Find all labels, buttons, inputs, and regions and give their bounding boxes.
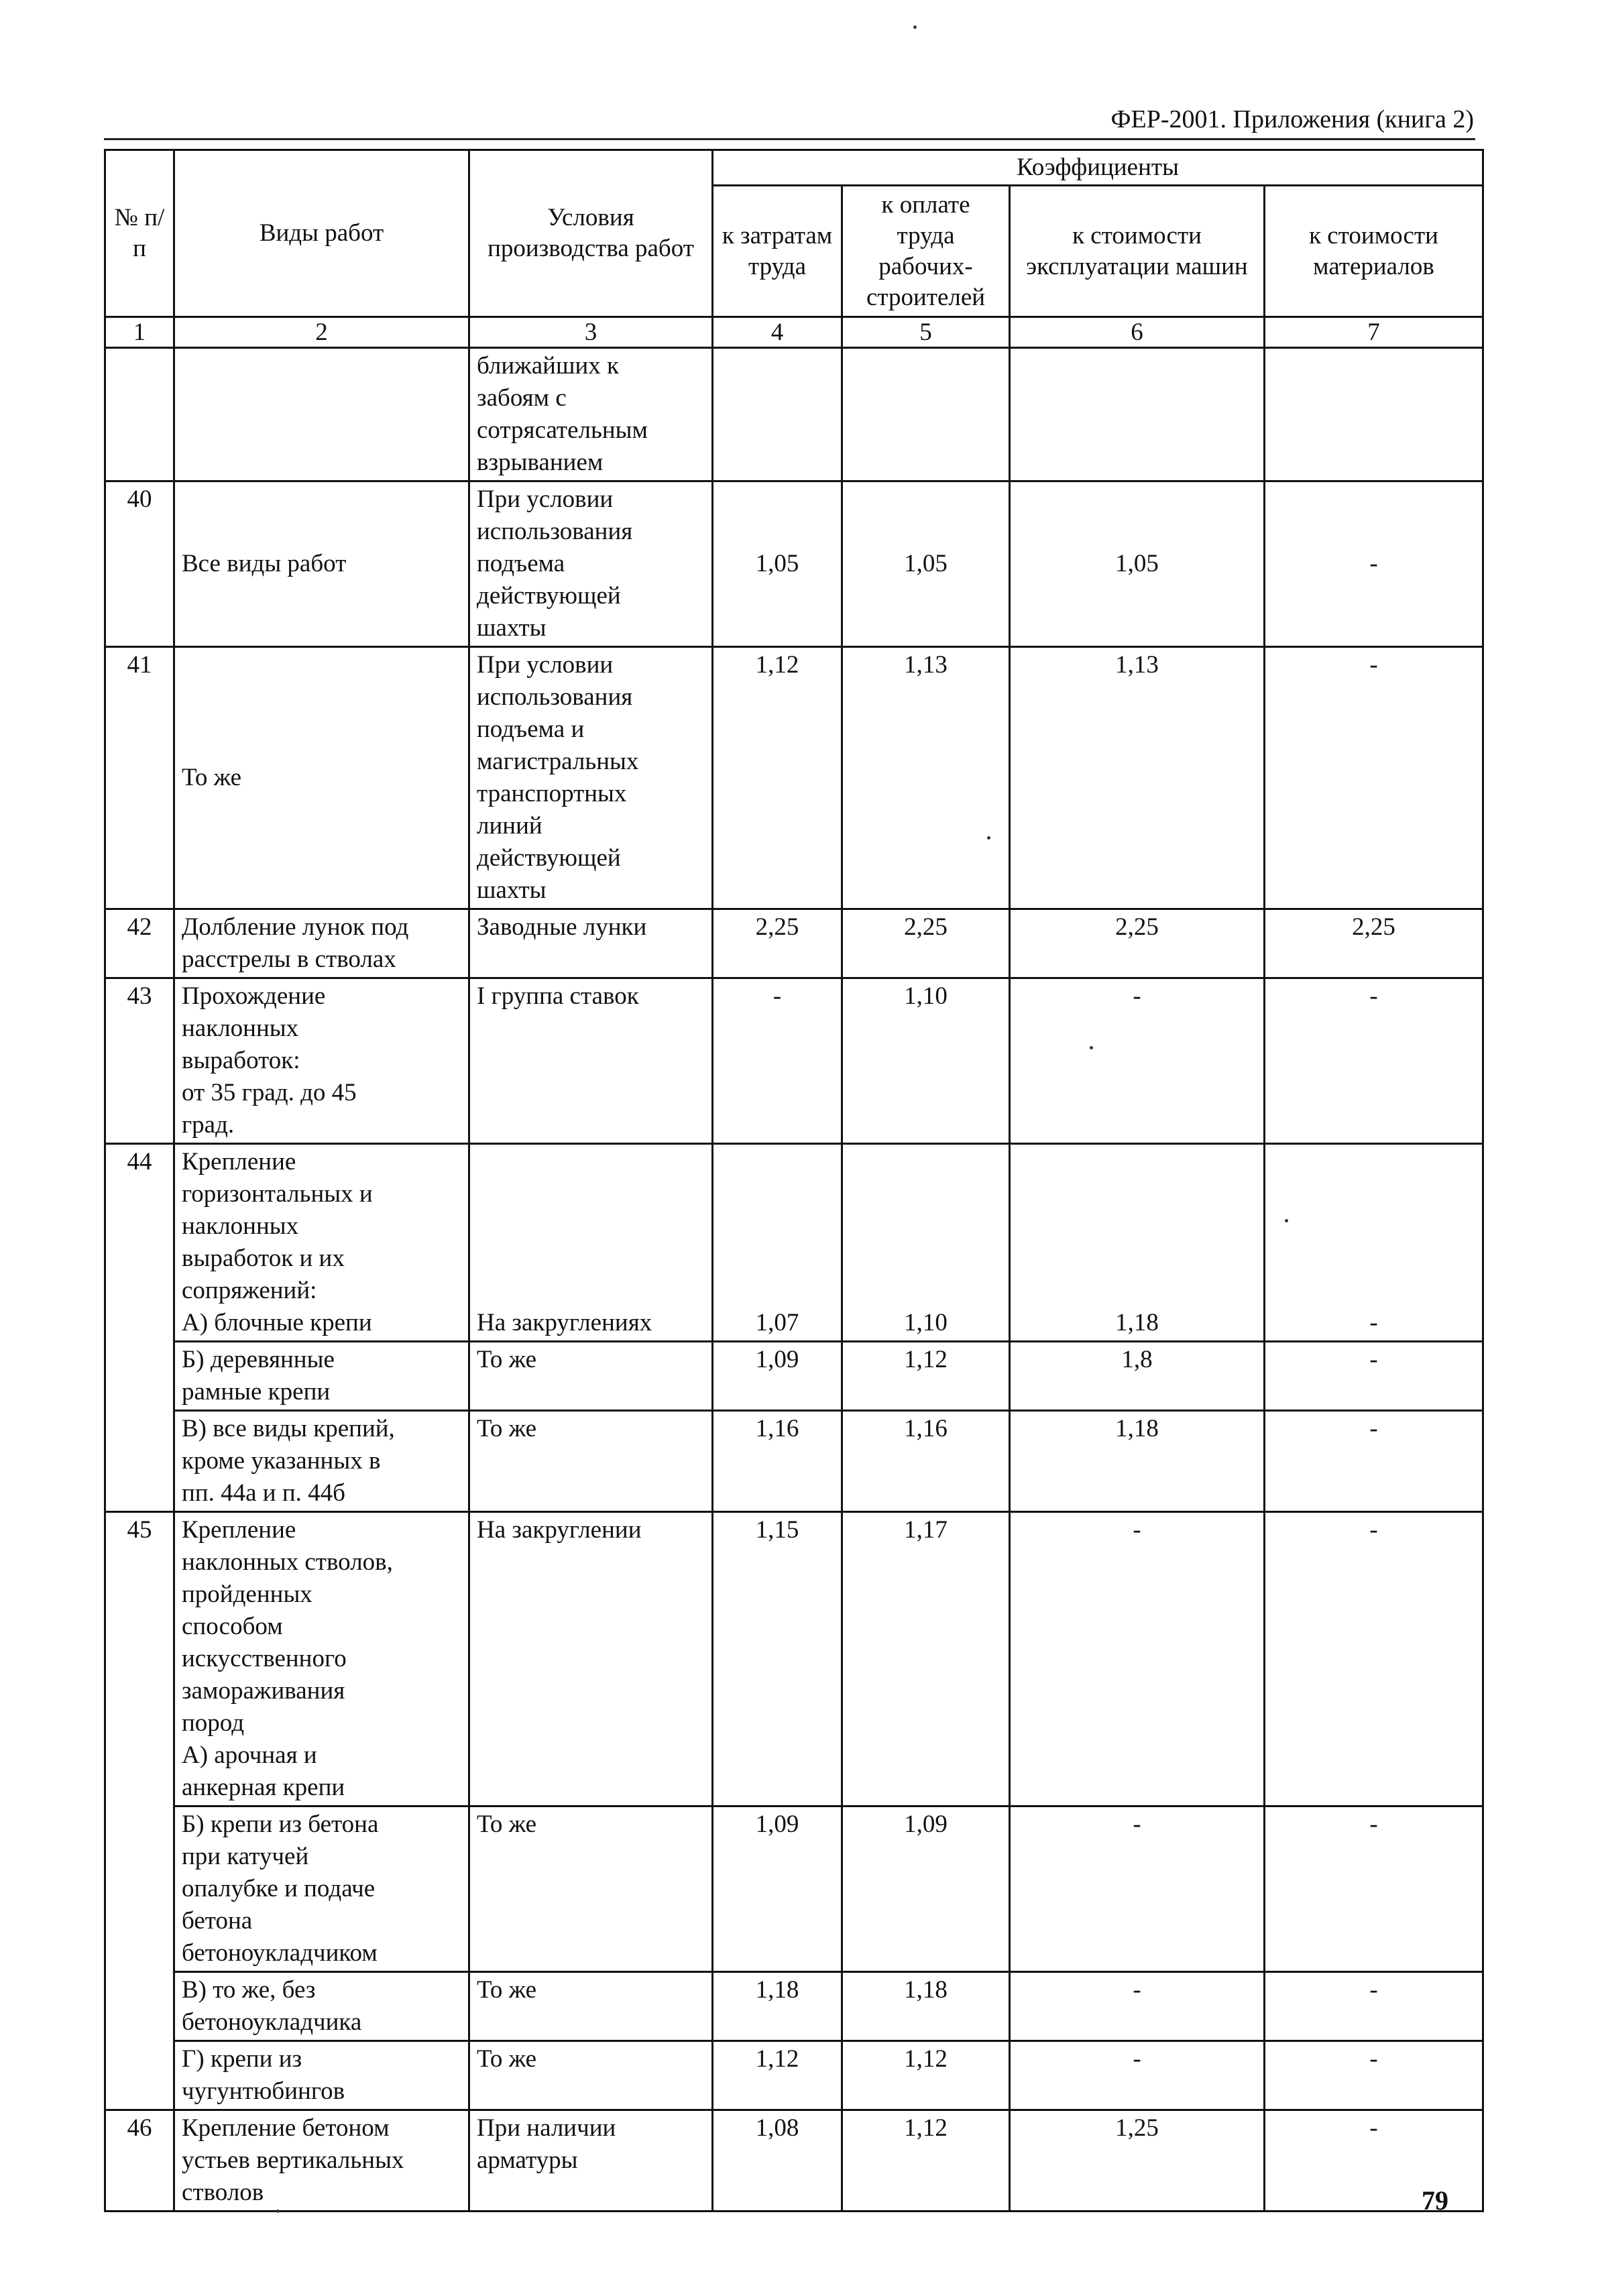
coef-pay: 1,05 bbox=[842, 481, 1010, 647]
coef-materials: - bbox=[1265, 1806, 1483, 1972]
coef-labor: 2,25 bbox=[713, 909, 842, 978]
conditions: На закруглениях bbox=[469, 1144, 713, 1342]
coef-pay: 1,10 bbox=[842, 1144, 1010, 1342]
coef-machines: 1,13 bbox=[1010, 647, 1265, 909]
col-number: 6 bbox=[1010, 317, 1265, 348]
coef-pay: 1,12 bbox=[842, 2110, 1010, 2212]
header-num: № п/п bbox=[105, 150, 174, 317]
header-worker-pay: к оплате труда рабочих- строителей bbox=[842, 186, 1010, 317]
scan-speck bbox=[1090, 1046, 1093, 1049]
conditions: I группа ставок bbox=[469, 978, 713, 1144]
coef-machines: 2,25 bbox=[1010, 909, 1265, 978]
conditions: Заводные лунки bbox=[469, 909, 713, 978]
col-number: 2 bbox=[174, 317, 469, 348]
coef-materials: - bbox=[1265, 2041, 1483, 2110]
coef-labor: - bbox=[713, 978, 842, 1144]
coef-labor: 1,05 bbox=[713, 481, 842, 647]
coef-labor: 1,08 bbox=[713, 2110, 842, 2212]
work-type: Крепление горизонтальных и наклонных выработок и их сопряжений: А) блочные крепи bbox=[174, 1144, 469, 1342]
coef-labor: 1,09 bbox=[713, 1342, 842, 1411]
coef-pay: 1,13 bbox=[842, 647, 1010, 909]
conditions: То же bbox=[469, 1411, 713, 1512]
header-coefficients: Коэффициенты bbox=[713, 150, 1483, 186]
header-material-cost: к стоимости материалов bbox=[1265, 186, 1483, 317]
coef-materials: - bbox=[1265, 1411, 1483, 1512]
coef-labor: 1,09 bbox=[713, 1806, 842, 1972]
col-number: 7 bbox=[1265, 317, 1483, 348]
work-type: Крепление наклонных стволов, пройденных способом искусственного замораживания пород А) арочная и анкерная крепи bbox=[174, 1512, 469, 1806]
coef-materials: - bbox=[1265, 481, 1483, 647]
conditions: То же bbox=[469, 2041, 713, 2110]
coef-pay: 1,18 bbox=[842, 1972, 1010, 2041]
coef-machines: - bbox=[1010, 1806, 1265, 1972]
coefficients-table bbox=[104, 149, 1484, 2212]
coef-labor: 1,16 bbox=[713, 1411, 842, 1512]
conditions: То же bbox=[469, 1806, 713, 1972]
row-number: 41 bbox=[105, 647, 174, 909]
coef-machines: - bbox=[1010, 2041, 1265, 2110]
coef-machines: 1,8 bbox=[1010, 1342, 1265, 1411]
row-number: 46 bbox=[105, 2110, 174, 2212]
work-type: Крепление бетоном устьев вертикальных стволов bbox=[174, 2110, 469, 2212]
table-row bbox=[105, 1512, 1483, 1806]
header-work-type: Виды работ bbox=[174, 150, 469, 317]
conditions: То же bbox=[469, 1342, 713, 1411]
coef-pay: 1,09 bbox=[842, 1806, 1010, 1972]
row-number: 45 bbox=[105, 1512, 174, 2110]
work-type: То же bbox=[174, 647, 469, 909]
work-type: Б) крепи из бетона при катучей опалубке и подаче бетона бетоноукладчиком bbox=[174, 1806, 469, 1972]
row-number: 40 bbox=[105, 481, 174, 647]
running-header: ФЕР-2001. Приложения (книга 2) bbox=[1110, 105, 1474, 133]
coef-materials: - bbox=[1265, 2110, 1483, 2212]
coef-materials: - bbox=[1265, 978, 1483, 1144]
table-row bbox=[105, 1806, 1483, 1972]
coef-pay bbox=[842, 348, 1010, 481]
table-row bbox=[105, 1411, 1483, 1512]
row-number: 42 bbox=[105, 909, 174, 978]
table-row bbox=[105, 1144, 1483, 1342]
work-type: Все виды работ bbox=[174, 481, 469, 647]
col-number: 3 bbox=[469, 317, 713, 348]
conditions: При условии использования подъема действующей шахты bbox=[469, 481, 713, 647]
coef-machines: - bbox=[1010, 1972, 1265, 2041]
coef-materials: - bbox=[1265, 1512, 1483, 1806]
coef-materials bbox=[1265, 348, 1483, 481]
coef-materials: 2,25 bbox=[1265, 909, 1483, 978]
table-row bbox=[105, 909, 1483, 978]
coef-pay: 2,25 bbox=[842, 909, 1010, 978]
conditions: При условии использования подъема и магистральных транспортных линий действующей шахты bbox=[469, 647, 713, 909]
coef-materials: - bbox=[1265, 1342, 1483, 1411]
conditions: ближайших к забоям с сотрясательным взрыванием bbox=[469, 348, 713, 481]
coef-labor: 1,07 bbox=[713, 1144, 842, 1342]
row-number: 44 bbox=[105, 1144, 174, 1512]
scan-speck bbox=[987, 836, 990, 840]
col-number: 5 bbox=[842, 317, 1010, 348]
table-row bbox=[105, 978, 1483, 1144]
coef-machines: 1,18 bbox=[1010, 1144, 1265, 1342]
coef-machines: - bbox=[1010, 978, 1265, 1144]
scan-speck bbox=[1285, 1219, 1288, 1222]
coef-labor: 1,15 bbox=[713, 1512, 842, 1806]
coef-pay: 1,10 bbox=[842, 978, 1010, 1144]
coef-machines bbox=[1010, 348, 1265, 481]
coef-pay: 1,12 bbox=[842, 1342, 1010, 1411]
row-number: 43 bbox=[105, 978, 174, 1144]
header-conditions: Условия производства работ bbox=[469, 150, 713, 317]
scan-speck bbox=[913, 25, 917, 29]
coef-machines: - bbox=[1010, 1512, 1265, 1806]
page-number: 79 bbox=[1422, 2185, 1448, 2216]
work-type: В) все виды крепий, кроме указанных в пп. 44а и п. 44б bbox=[174, 1411, 469, 1512]
coef-labor: 1,12 bbox=[713, 647, 842, 909]
coef-pay: 1,16 bbox=[842, 1411, 1010, 1512]
coef-labor: 1,12 bbox=[713, 2041, 842, 2110]
coef-materials: - bbox=[1265, 1144, 1483, 1342]
coef-materials: - bbox=[1265, 1972, 1483, 2041]
col-number: 1 bbox=[105, 317, 174, 348]
conditions: При наличии арматуры bbox=[469, 2110, 713, 2212]
scan-speck bbox=[276, 2209, 280, 2213]
table-row bbox=[105, 1342, 1483, 1411]
table-row bbox=[105, 2041, 1483, 2110]
work-type: В) то же, без бетоноукладчика bbox=[174, 1972, 469, 2041]
coef-machines: 1,25 bbox=[1010, 2110, 1265, 2212]
coef-labor: 1,18 bbox=[713, 1972, 842, 2041]
header-rule bbox=[104, 138, 1475, 140]
coef-pay: 1,17 bbox=[842, 1512, 1010, 1806]
coef-machines: 1,18 bbox=[1010, 1411, 1265, 1512]
work-type: Долбление лунок под расстрелы в стволах bbox=[174, 909, 469, 978]
table-row bbox=[105, 2110, 1483, 2212]
table-row bbox=[105, 348, 1483, 481]
col-number: 4 bbox=[713, 317, 842, 348]
coef-materials: - bbox=[1265, 647, 1483, 909]
header-labor-cost: к затратам труда bbox=[713, 186, 842, 317]
coef-pay: 1,12 bbox=[842, 2041, 1010, 2110]
work-type: Б) деревянные рамные крепи bbox=[174, 1342, 469, 1411]
work-type: Прохождение наклонных выработок: от 35 град. до 45 град. bbox=[174, 978, 469, 1144]
header-machine-cost: к стоимости эксплуатации машин bbox=[1010, 186, 1265, 317]
coef-machines: 1,05 bbox=[1010, 481, 1265, 647]
table-row bbox=[105, 647, 1483, 909]
conditions: То же bbox=[469, 1972, 713, 2041]
coef-labor bbox=[713, 348, 842, 481]
row-number bbox=[105, 348, 174, 481]
table-row bbox=[105, 1972, 1483, 2041]
work-type: Г) крепи из чугунтюбингов bbox=[174, 2041, 469, 2110]
work-type bbox=[174, 348, 469, 481]
conditions: На закруглении bbox=[469, 1512, 713, 1806]
table-row bbox=[105, 481, 1483, 647]
